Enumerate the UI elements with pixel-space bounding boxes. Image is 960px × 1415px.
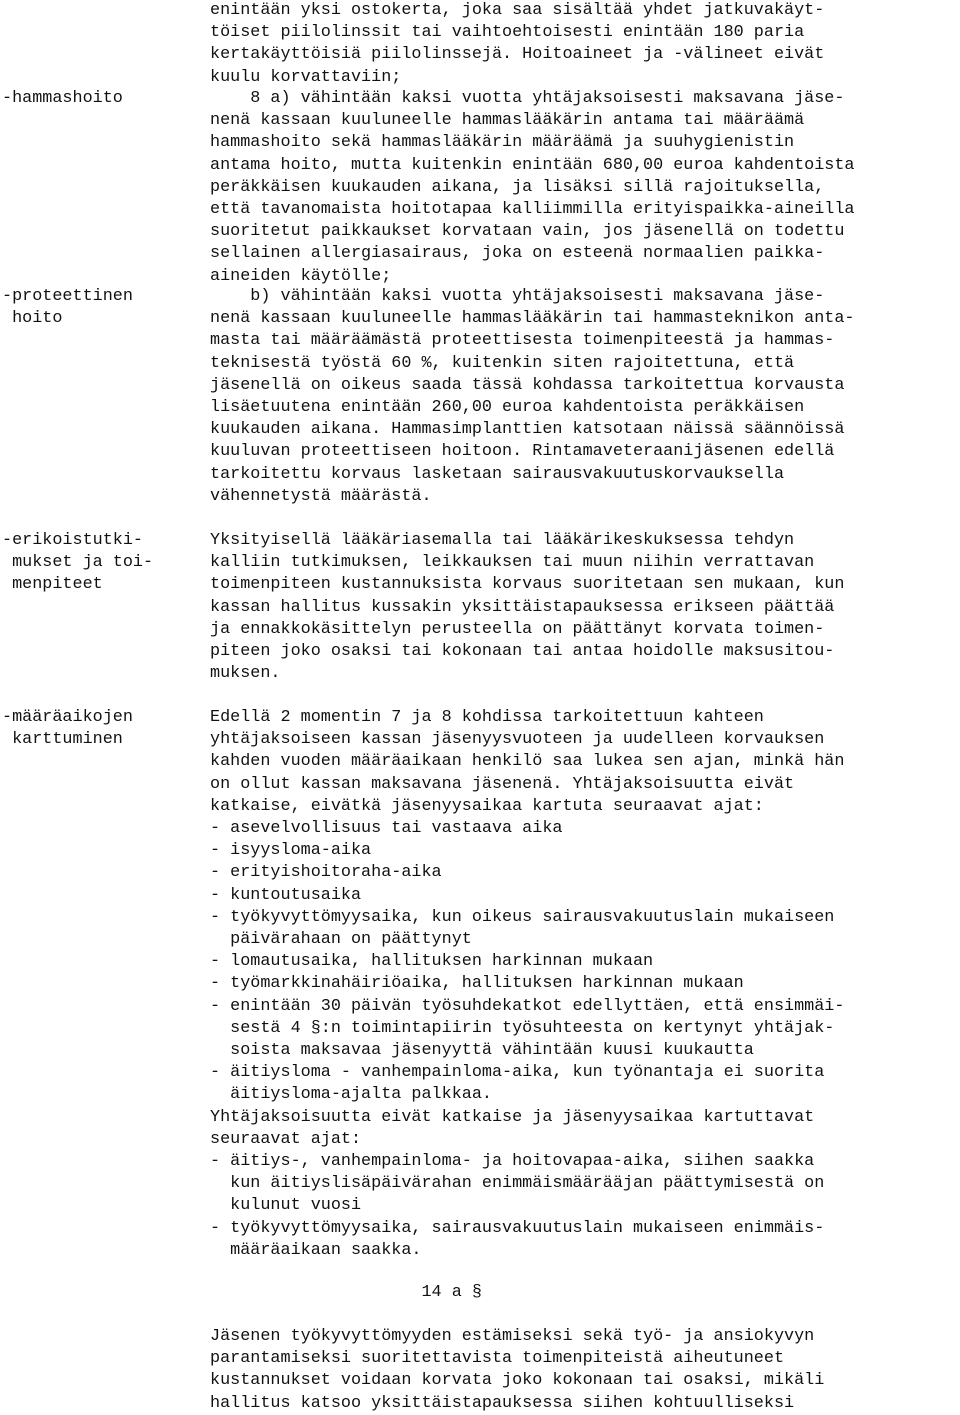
body-text-line: kassan hallitus kussakin yksittäistapauksessa erikseen päättää — [210, 597, 835, 617]
body-text-line: töiset piilolinssit tai vaihtoehtoisesti enintään 180 paria — [210, 23, 805, 43]
body-text-line: - enintään 30 päivän työsuhdekatkot edellyttäen, että ensimmäi- — [210, 996, 845, 1016]
body-text-line: toimenpiteen kustannuksista korvaus suoritetaan sen mukaan, kun — [210, 575, 845, 595]
body-text-line: kuukauden aikana. Hammasimplanttien katsotaan näissä säännöissä — [210, 420, 845, 440]
body-text-line: kulunut vuosi — [210, 1196, 362, 1216]
body-text-line: lisäetuutena enintään 260,00 euroa kahdentoista peräkkäisen — [210, 398, 805, 417]
body-text-line: hammashoito sekä hammaslääkärin määräämä ja suuhygienistin — [210, 133, 795, 153]
margin-heading-maaraaikojen: -määräaikojen — [2, 708, 133, 727]
body-text-line: että tavanomaista hoitotapaa kalliimmilla erityispaikka-aineilla — [210, 200, 855, 219]
body-text-line: hallitus katsoo yksittäistapauksessa siihen kohtuulliseksi — [210, 1393, 795, 1413]
body-text-line: 8 a) vähintään kaksi vuotta yhtäjaksoisesti maksavana jäse- — [210, 89, 845, 108]
body-text-line: - erityishoitoraha-aika — [210, 863, 442, 883]
body-text-line: - isyysloma-aika — [210, 841, 372, 861]
body-text-line: soista maksavaa jäsenyyttä vähintään kuusi kuukautta — [210, 1041, 754, 1060]
margin-heading-proteettinen: -proteettinen — [2, 287, 133, 306]
margin-heading-erikoistutkimukset: -erikoistutki- — [2, 531, 143, 550]
body-text-line: Edellä 2 momentin 7 ja 8 kohdissa tarkoitettuun kahteen — [210, 708, 764, 727]
body-text-line: yhtäjaksoiseen kassan jäsenyysvuoteen ja uudelleen korvauksen — [210, 730, 825, 750]
body-text-line: kalliin tutkimuksen, leikkauksen tai muun niihin verrattavan — [210, 553, 815, 573]
body-text-line: äitiysloma-ajalta palkkaa. — [210, 1085, 492, 1105]
margin-heading-hammashoito: -hammashoito — [2, 89, 123, 108]
body-text-line: parantamiseksi suoritettavista toimenpiteistä aiheutuneet — [210, 1349, 785, 1369]
body-text-line: - asevelvollisuus tai vastaava aika — [210, 819, 563, 838]
body-text-line: kahden vuoden määräaikaan henkilö saa lukea sen ajan, minkä hän — [210, 752, 845, 772]
body-text-line: sestä 4 §:n toimintapiirin työsuhteesta on kertynyt yhtäjak- — [210, 1018, 835, 1038]
body-text-line: katkaise, eivätkä jäsenyysaikaa kartuta seuraavat ajat: — [210, 796, 764, 816]
body-text-line: kuulu korvattaviin; — [210, 67, 402, 87]
body-text-line: kertakäyttöisiä piilolinssejä. Hoitoaineet ja -välineet eivät — [210, 45, 825, 65]
body-text-line: peräkkäisen kuukauden aikana, ja lisäksi sillä rajoituksella, — [210, 177, 825, 197]
body-text-line: seuraavat ajat: — [210, 1129, 362, 1149]
body-text-line: määräaikaan saakka. — [210, 1240, 422, 1260]
body-text-line: jäsenellä on oikeus saada tässä kohdassa tarkoitettua korvausta — [210, 375, 845, 395]
body-text-line: - äitiysloma - vanhempainloma-aika, kun työnantaja ei suorita — [210, 1063, 825, 1083]
body-text-line: - työkyvyttömyysaika, kun oikeus sairausvakuutuslain mukaiseen — [210, 907, 835, 927]
body-text-line: vähennetystä määrästä. — [210, 486, 432, 506]
body-text-line: Yksityisellä lääkäriasemalla tai lääkärikeskuksessa tehdyn — [210, 531, 795, 550]
margin-heading-erikoistutkimukset: menpiteet — [2, 575, 103, 595]
body-text-line: on ollut kassan maksavana jäsenenä. Yhtäjaksoisuutta eivät — [210, 774, 795, 794]
body-text-line: kuuluvan proteettiseen hoitoon. Rintamaveteraanijäsenen edellä — [210, 442, 835, 462]
body-text-line: sellainen allergiasairaus, joka on esteenä normaalien paikka- — [210, 244, 825, 264]
body-text-line: teknisestä työstä 60 %, kuitenkin siten rajoitettuna, että — [210, 353, 795, 373]
body-text-line: Yhtäjaksoisuutta eivät katkaise ja jäsenyysaikaa kartuttavat — [210, 1107, 815, 1127]
body-text-line: enintään yksi ostokerta, joka saa sisältää yhdet jatkuvakäyt- — [210, 1, 825, 20]
margin-heading-maaraaikojen: karttuminen — [2, 730, 123, 750]
body-text-line: - työmarkkinahäiriöaika, hallituksen harkinnan mukaan — [210, 974, 744, 994]
body-text-line: nenä kassaan kuuluneelle hammaslääkärin antama tai määräämä — [210, 111, 805, 131]
body-text-line: aineiden käytölle; — [210, 266, 392, 286]
body-text-line: tarkoitettu korvaus lasketaan sairausvakuutuskorvauksella — [210, 464, 785, 484]
body-text-line: - työkyvyttömyysaika, sairausvakuutuslain mukaiseen enimmäis- — [210, 1218, 825, 1238]
section-heading: 14 a § — [210, 1283, 482, 1302]
body-text-line: antama hoito, mutta kuitenkin enintään 680,00 euroa kahdentoista — [210, 155, 855, 175]
body-text-line: ja ennakkokäsittelyn perusteella on päättänyt korvata toimen- — [210, 619, 825, 639]
margin-heading-proteettinen: hoito — [2, 309, 63, 329]
body-text-line: - lomautusaika, hallituksen harkinnan mukaan — [210, 952, 654, 972]
body-text-line: päivärahaan on päättynyt — [210, 930, 472, 949]
body-text-line: - kuntoutusaika — [210, 885, 362, 905]
body-text-line: - äitiys-, vanhempainloma- ja hoitovapaa-aika, siihen saakka — [210, 1152, 815, 1171]
body-text-line: b) vähintään kaksi vuotta yhtäjaksoisesti maksavana jäse- — [210, 287, 825, 306]
body-text-line: kun äitiyslisäpäivärahan enimmäismäärääjan päättymisestä on — [210, 1174, 825, 1194]
body-text-line: kustannukset voidaan korvata joko kokonaan tai osaksi, mikäli — [210, 1371, 825, 1391]
body-text-line: masta tai määräämästä proteettisesta toimenpiteestä ja hammas- — [210, 331, 835, 351]
body-text-line: piteen joko osaksi tai kokonaan tai antaa hoidolle maksusitou- — [210, 642, 835, 661]
body-text-line: nenä kassaan kuuluneelle hammaslääkärin tai hammasteknikon anta- — [210, 309, 855, 329]
body-text-line: suoritetut paikkaukset korvataan vain, jos jäsenellä on todettu — [210, 222, 845, 242]
margin-heading-erikoistutkimukset: mukset ja toi- — [2, 553, 154, 573]
body-text-line: muksen. — [210, 664, 281, 684]
body-text-line: Jäsenen työkyvyttömyyden estämiseksi sekä työ- ja ansiokyvyn — [210, 1327, 815, 1346]
